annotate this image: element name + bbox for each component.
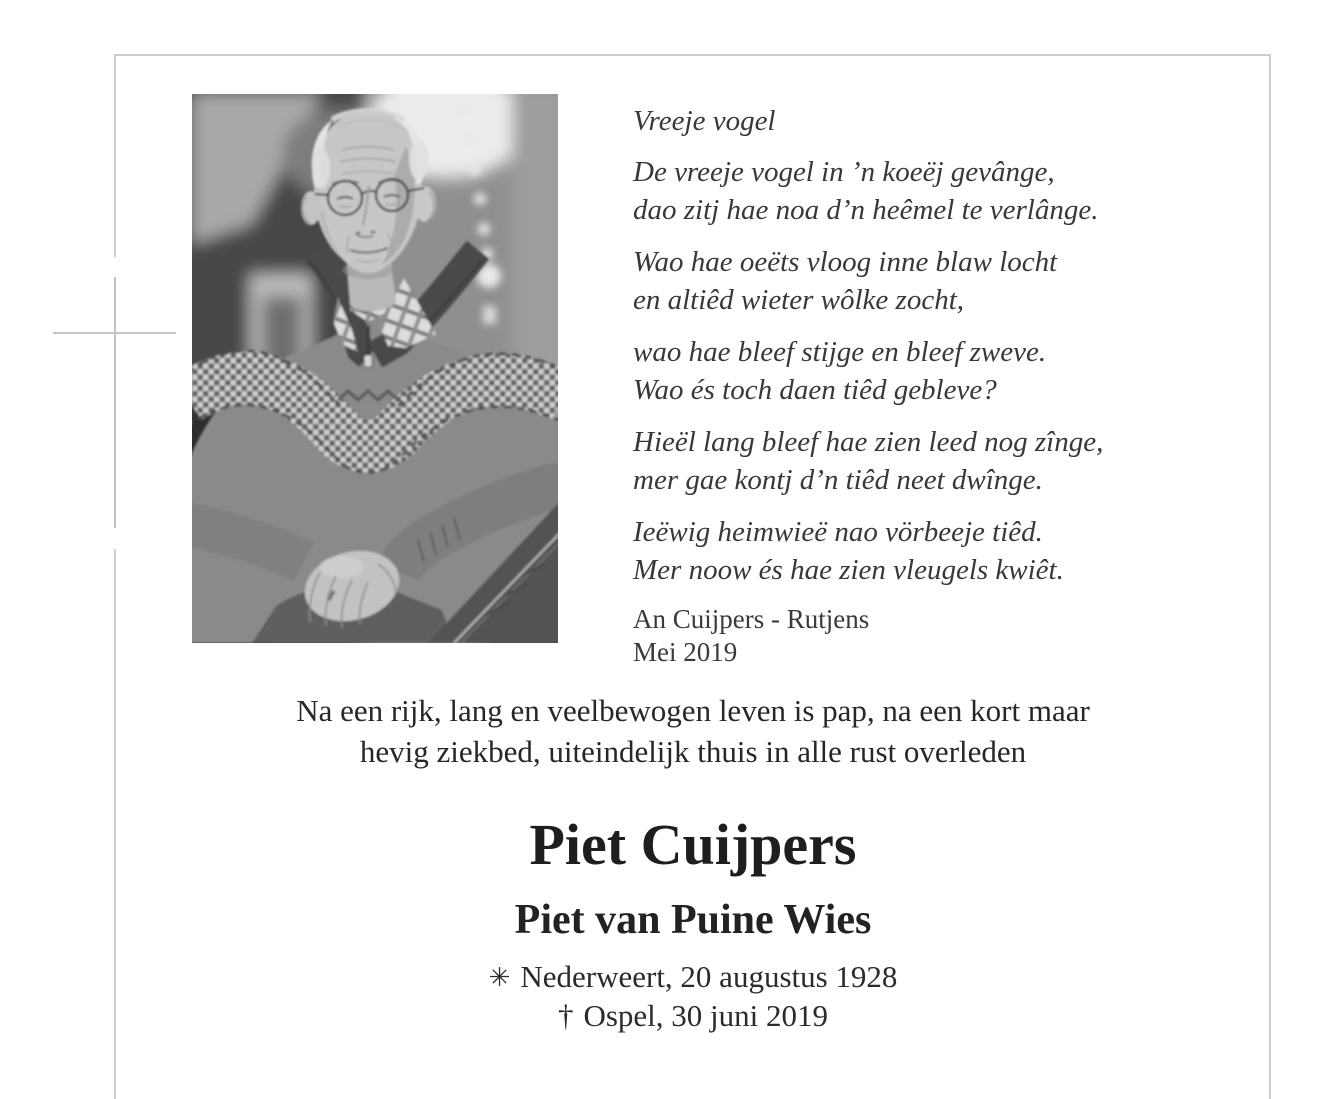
crop-mark-vertical (114, 277, 116, 528)
poem-line: De vreeje vogel in ’n koeëj gevânge, (633, 156, 1055, 188)
poem-line: Ieëwig heimwieë nao vörbeeje tiêd. (633, 516, 1043, 548)
death-line (115, 997, 1271, 1035)
announcement-line: Na een rijk, lang en veelbewogen leven is pap, na een kort maar (296, 693, 1090, 728)
border-gap-bottom (108, 528, 122, 549)
deceased-name: Piet Cuijpers (529, 812, 857, 877)
poem-title: Vreeje vogel (633, 105, 776, 137)
border-gap-top (108, 257, 122, 277)
poem-stanza-5 (633, 513, 1193, 589)
birth-star-icon: ✳ (488, 963, 511, 992)
poem-line: Wao hae oeëts vloog inne blaw locht (633, 246, 1058, 278)
death-text: Ospel, 30 juni 2019 (583, 998, 829, 1033)
poem-block (633, 102, 1193, 669)
birth-text: Nederweert, 20 augustus 1928 (520, 959, 898, 994)
poem-attribution (633, 603, 1193, 669)
deceased-nickname: Piet van Puine Wies (514, 897, 872, 943)
poem-line: en altiêd wieter wôlke zocht, (633, 284, 965, 316)
poem-stanza-4 (633, 423, 1193, 499)
poem-author: An Cuijpers - Rutjens (633, 604, 870, 634)
poem-stanza-1 (633, 153, 1193, 229)
poem-stanza-3 (633, 333, 1193, 409)
announcement-line: hevig ziekbed, uiteindelijk thuis in alle rust overleden (359, 734, 1027, 769)
poem-line: Hieël lang bleef hae zien leed nog zînge, (633, 426, 1104, 458)
poem-line: dao zitj hae noa d’n heêmel te verlânge. (633, 194, 1099, 226)
poem-line: wao hae bleef stijge en bleef zweve. (633, 336, 1047, 368)
portrait-photo (192, 94, 558, 643)
death-cross-icon: † (557, 998, 574, 1033)
poem-stanza-2 (633, 243, 1193, 319)
life-dates (115, 958, 1271, 1035)
poem-date: Mei 2019 (633, 637, 738, 667)
poem-line: Mer noow és hae zien vleugels kwiêt. (633, 554, 1064, 586)
birth-line (115, 958, 1271, 997)
death-announcement (115, 690, 1271, 772)
poem-line: mer gae kontj d’n tiêd neet dwînge. (633, 464, 1043, 496)
poem-line: Wao és toch daen tiêd gebleve? (633, 374, 997, 406)
portrait-photo-illustration (192, 94, 558, 643)
